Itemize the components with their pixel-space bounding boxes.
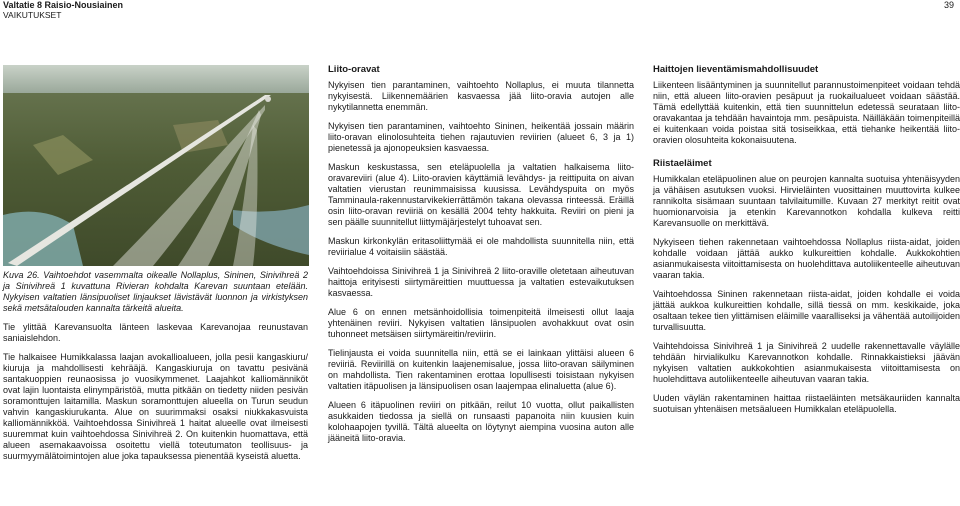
column-right bbox=[653, 64, 960, 423]
figure-caption: Kuva 26. Vaihtoehdot vasemmalta oikealle Nollaplus, Sininen, Sinivihreä 2 ja Sinivihreä 1 kuvattuna Rivieran kohdalta Karevan suuntaan etelään. Nykyisen valtatien länsipuoliset linjaukset lävistävät luonnon ja virkistyksen sekä metsätalouden kannalta tärkeitä alueita. bbox=[3, 270, 308, 313]
paragraph: Nykyisen tien parantaminen, vaihtoehto Sininen, heikentää jossain määrin liito-oravan elinolosuhteita tiehen rajautuvien reviirien (alueet 6, 3 ja 1) pienetessä ja ajonopeuksien kasvaessa. bbox=[328, 121, 634, 153]
paragraph: Tielinjausta ei voida suunnitella niin, että se ei lainkaan ylittäisi alueen 6 reviiriä. Reviirillä on kuitenkin laajenemisalue, jossa liito-oravan säilyminen on mahdollista. Tien rakentaminen erottaa lopullisesti toisistaan nykyisen valtatien itäpuolisen ja länsipuolisen osan laajempaa elinaluetta (alue 6). bbox=[328, 348, 634, 391]
paragraph: Maskun kirkonkylän eritasoliittymää ei ole mahdollista suunnitella niin, että reviirialue 4 voitaisiin säästää. bbox=[328, 236, 634, 257]
section-heading: Riistaeläimet bbox=[653, 158, 712, 169]
paragraph: Vaihtehdoissa Sinivihreä 1 ja Sinivihreä 2 uudelle rakennettavalle väylälle tehdään hirvialikulku Karevannotkon kohdalle. Rinnakkaistieksi jäävän nykyisen valtatien aukkokohtien asianmukaisesta viitoittamisesta on huolehdittava autoliikenteelle aiheutuvan vaaran takia. bbox=[653, 341, 960, 384]
horizon-haze bbox=[3, 65, 309, 93]
paragraph: Liikenteen lisääntyminen ja suunnitellut parannustoimenpiteet voidaan tehdä niin, että alueen liito-oravien pesäpuut ja ruokailualueet voidaan säästää. Tämä edellyttää kuitenkin, että tien suunnittelun edetessä seurataan liito-oravakantaa ja tehdään havaintoja mm. pesäpuista. Näilläkään toimenpiteillä ei kuitenkaan voida poistaa sitä tosiseikkaa, että tiehanke heikentää liito-oravien olosuhteita kokonaisuutena. bbox=[653, 80, 960, 145]
page-number: 39 bbox=[943, 0, 954, 10]
section-heading: Liito-oravat bbox=[328, 64, 380, 75]
paragraph: Vaihtoehdossa Sininen rakennetaan riista-aidat, joiden kohdalle ei voida jättää aukkoa kulkureittien kohdalle, sillä tiessä on mm. keskikaide, joka osaltaan tekee tien ylittämisen eläimille vaaralliseksi ja vähentää autoilijoiden turvallisuutta. bbox=[653, 289, 960, 332]
aerial-photo-illustration bbox=[3, 65, 309, 266]
paragraph: Nykyisen tien parantaminen, vaihtoehto Nollaplus, ei muuta tilannetta nykyisestä. Liikennemäärien kasvaessa jää liito-oravia autojen alle nykytilannetta enemmän. bbox=[328, 80, 634, 112]
paragraph: Nykyiseen tiehen rakennetaan vaihtoehdossa Nollaplus riista-aidat, joiden kohdalle voidaan jättää aukko kulkureittien kohdalle. Aukkokohtien asianmukaisesta viitoittamisesta on huolehdittava autoliikenteelle aiheutuvan vaaran takia. bbox=[653, 237, 960, 280]
paragraph: Vaihtoehdoissa Sinivihreä 1 ja Sinivihreä 2 liito-oraville oletetaan aiheutuvan haittoja erityisesti siirtymäreittien muuttuessa ja valtatien estevaikutuksen kasvaessa. bbox=[328, 266, 634, 298]
paragraph: Uuden väylän rakentaminen haittaa riistaeläinten metsäkauriiden kannalta suotuisan yhtenäisen metsäalueen Humikkalan eteläpuolella. bbox=[653, 393, 960, 414]
column-middle bbox=[328, 64, 634, 452]
section-heading: Haittojen lieventämismahdollisuudet bbox=[653, 64, 819, 75]
paragraph: Humikkalan eteläpuolinen alue on peurojen kannalta suotuisa yhtenäisyyden ja vähäisen asutuksen vuoksi. Hirvieläinten vuosittainen muuttovirta kulkee rannikolta sisämaan suuntaan talvilaitumille. Kuvaan 27 merkityt reitit ovat huomionarvoisia ja etenkin Karevannotkon kohdalla kulkeva reitti Karevansuolle on merkittävä. bbox=[653, 174, 960, 228]
aerial-photo bbox=[3, 65, 309, 266]
paragraph: Tie halkaisee Humikkalassa laajan avokallioalueen, jolla pesii kangaskiuru/ kiuruja ja mahdollisesti kehrääjä. Kangaskiuruja on tavattu pesivänä santakuoppien reunaosissa jo vuosikymmenet. Laajahkot kalliomänniköt ovat lajin luontaista elinympäristöä, mutta pitkään on tiedetty niiden pesivän soramonttujen laitamilla. Maskun soramonttujen alueella on Turun seudun vahvin kangaskiurukanta. Alue on suurimmaksi osaksi niukkakasvuista kalliomännikköä. Vaihtoehdossa Sinivihreä 1 haitat alueelle ovat ilmeisesti suuremmat kuin vaihtoehdossa Sinivihreä 2. On kuitenkin huomattava, että alueen asemakaavoissa osoitettu viellä toteutumaton teollisuus- ja suurmyymälätoimintojen alue joka tapauksessa pienentää kyseistä aluetta. bbox=[3, 352, 308, 461]
document-subtitle: VAIKUTUKSET bbox=[3, 10, 62, 20]
paragraph: Alue 6 on ennen metsänhoidollisia toimenpiteitä ilmeisesti ollut laaja yhtenäinen reviiri. Nykyisen valtatien länsipuolen avohakkuut ovat osin tuhonneet metsäisen siirtymäreitin/reviirin. bbox=[328, 307, 634, 339]
paragraph: Alueen 6 itäpuolinen reviiri on pitkään, reilut 10 vuotta, ollut paikallisten asukkaiden tiedossa ja siellä on runsaasti papanoita niin kuusien kuin kolohaapojen tyvillä. Tältä alueelta on löytynyt aiempina vuosina auton alle jääneitä liito-oravia. bbox=[328, 400, 634, 443]
column-left bbox=[3, 270, 308, 470]
page-header bbox=[3, 0, 957, 20]
paragraph: Tie ylittää Karevansuolta länteen laskevaa Karevanojaa reunustavan saniaislehdon. bbox=[3, 322, 308, 343]
interchange-marker bbox=[265, 96, 271, 102]
document-title: Valtatie 8 Raisio-Nousiainen bbox=[3, 0, 124, 10]
paragraph: Maskun keskustassa, sen eteläpuolella ja valtatien halkaisema liito-oravareviiri (alue 4). Liito-oravien käyttämiä levähdys- ja reittipuita on aivan valtatien vierustan reunimmaisissa kuusissa. Levähdyspuita on myös Tamminaula-rakennustarvikekierrättämön takana olevassa rinteessä. Eräillä osin liito-oravan reviiriä on kesällä 2004 tehty hakkuita. Reviiri on pieni ja sen päälle suunnitellut liittymäjärjestelyt tuhoavat sen. bbox=[328, 162, 634, 227]
